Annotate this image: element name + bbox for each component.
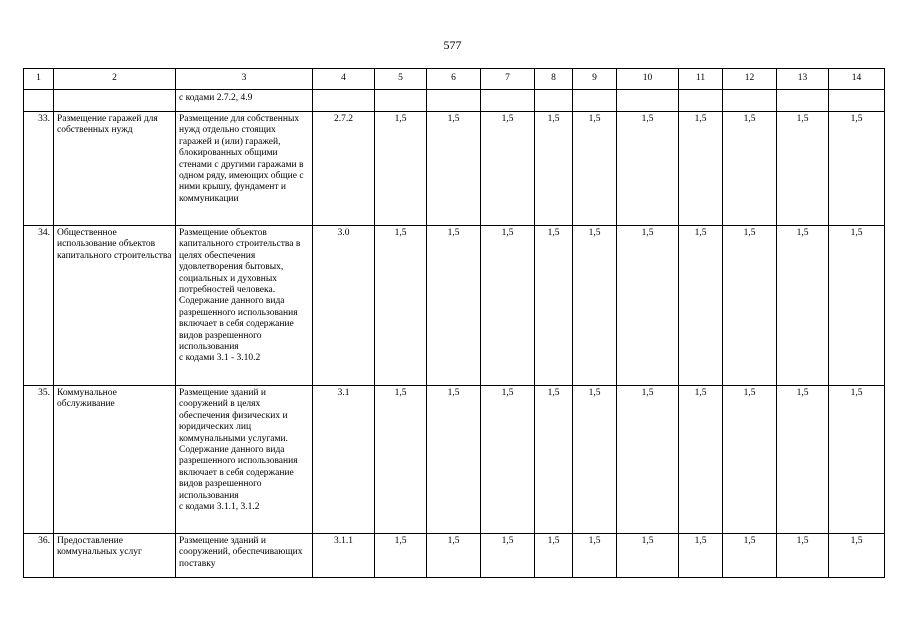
land-use-description: Размещение объектов капитального строительства в целях обеспечения удовлетворения бытовых, социальных и духовных потребностей человека. Содержание данного вида разрешенного использования включает в себя содержание видов разрешенного использования с кодами 3.1 - 3.10.2 [176,226,313,386]
column-header: 4 [313,69,375,90]
table-cell [617,90,679,112]
table-cell [723,90,777,112]
column-header: 2 [54,69,176,90]
coefficient-value: 1,5 [829,226,885,386]
continuation-description: с кодами 2.7.2, 4.9 [176,90,313,112]
land-use-name: Предоставление коммунальных услуг [54,534,176,578]
table-cell [679,90,723,112]
coefficient-value: 1,5 [535,386,573,534]
table-row [24,534,885,578]
coefficient-value: 1,5 [777,534,829,578]
coefficient-value: 1,5 [481,534,535,578]
table-cell [427,90,481,112]
column-header: 8 [535,69,573,90]
land-use-name: Размещение гаражей для собственных нужд [54,112,176,226]
coefficient-value: 1,5 [777,386,829,534]
table-cell [313,90,375,112]
coefficient-value: 1,5 [427,226,481,386]
coefficient-value: 1,5 [535,112,573,226]
coefficient-value: 1,5 [535,534,573,578]
column-header: 7 [481,69,535,90]
table-row [24,386,885,534]
coefficient-value: 1,5 [777,112,829,226]
coefficient-value: 1,5 [723,386,777,534]
column-header: 12 [723,69,777,90]
coefficient-value: 1,5 [375,112,427,226]
land-use-code: 3.0 [313,226,375,386]
column-header: 6 [427,69,481,90]
land-use-description: Размещение зданий и сооружений в целях обеспечения физических и юридических лиц коммунальными услугами. Содержание данного вида разрешенного использования включает в себя содержание видов разрешенного использования с кодами 3.1.1, 3.1.2 [176,386,313,534]
coefficient-value: 1,5 [679,534,723,578]
row-index: 35. [24,386,54,534]
coefficient-value: 1,5 [375,534,427,578]
coefficient-value: 1,5 [723,534,777,578]
coefficient-value: 1,5 [723,112,777,226]
coefficient-value: 1,5 [679,112,723,226]
coefficient-value: 1,5 [573,226,617,386]
column-header: 11 [679,69,723,90]
coefficient-value: 1,5 [617,534,679,578]
land-use-code: 3.1.1 [313,534,375,578]
land-use-description: Размещение для собственных нужд отдельно стоящих гаражей и (или) гаражей, блокированных общими стенами с другими гаражами в одном ряду, имеющих общие с ними крышу, фундамент и коммуникации [176,112,313,226]
land-use-name: Коммунальное обслуживание [54,386,176,534]
table-cell [54,90,176,112]
coefficient-value: 1,5 [573,534,617,578]
continuation-row [24,90,885,112]
land-use-code: 2.7.2 [313,112,375,226]
page-number: 577 [443,38,462,52]
table-row [24,226,885,386]
coefficient-value: 1,5 [427,112,481,226]
column-header: 3 [176,69,313,90]
row-index: 34. [24,226,54,386]
coefficient-value: 1,5 [427,534,481,578]
land-use-code: 3.1 [313,386,375,534]
coefficient-value: 1,5 [829,534,885,578]
column-header: 10 [617,69,679,90]
table-cell [375,90,427,112]
land-use-table [23,68,885,578]
column-header: 9 [573,69,617,90]
coefficient-value: 1,5 [829,386,885,534]
land-use-name: Общественное использование объектов капитального строительства [54,226,176,386]
coefficient-value: 1,5 [679,226,723,386]
row-index: 36. [24,534,54,578]
column-header: 13 [777,69,829,90]
coefficient-value: 1,5 [723,226,777,386]
coefficient-value: 1,5 [481,112,535,226]
coefficient-value: 1,5 [617,112,679,226]
coefficient-value: 1,5 [481,226,535,386]
table-cell [24,90,54,112]
coefficient-value: 1,5 [829,112,885,226]
coefficient-value: 1,5 [427,386,481,534]
column-header: 1 [24,69,54,90]
table-cell [777,90,829,112]
column-header: 5 [375,69,427,90]
coefficient-value: 1,5 [535,226,573,386]
coefficient-value: 1,5 [375,226,427,386]
coefficient-value: 1,5 [617,226,679,386]
coefficient-value: 1,5 [679,386,723,534]
row-index: 33. [24,112,54,226]
table-cell [829,90,885,112]
land-use-description: Размещение зданий и сооружений, обеспечивающих поставку [176,534,313,578]
table-cell [535,90,573,112]
table-cell [481,90,535,112]
table-cell [573,90,617,112]
coefficient-value: 1,5 [777,226,829,386]
coefficient-value: 1,5 [375,386,427,534]
coefficient-value: 1,5 [573,112,617,226]
header-row [24,69,885,90]
coefficient-value: 1,5 [481,386,535,534]
column-header: 14 [829,69,885,90]
coefficient-value: 1,5 [617,386,679,534]
coefficient-value: 1,5 [573,386,617,534]
table-row [24,112,885,226]
